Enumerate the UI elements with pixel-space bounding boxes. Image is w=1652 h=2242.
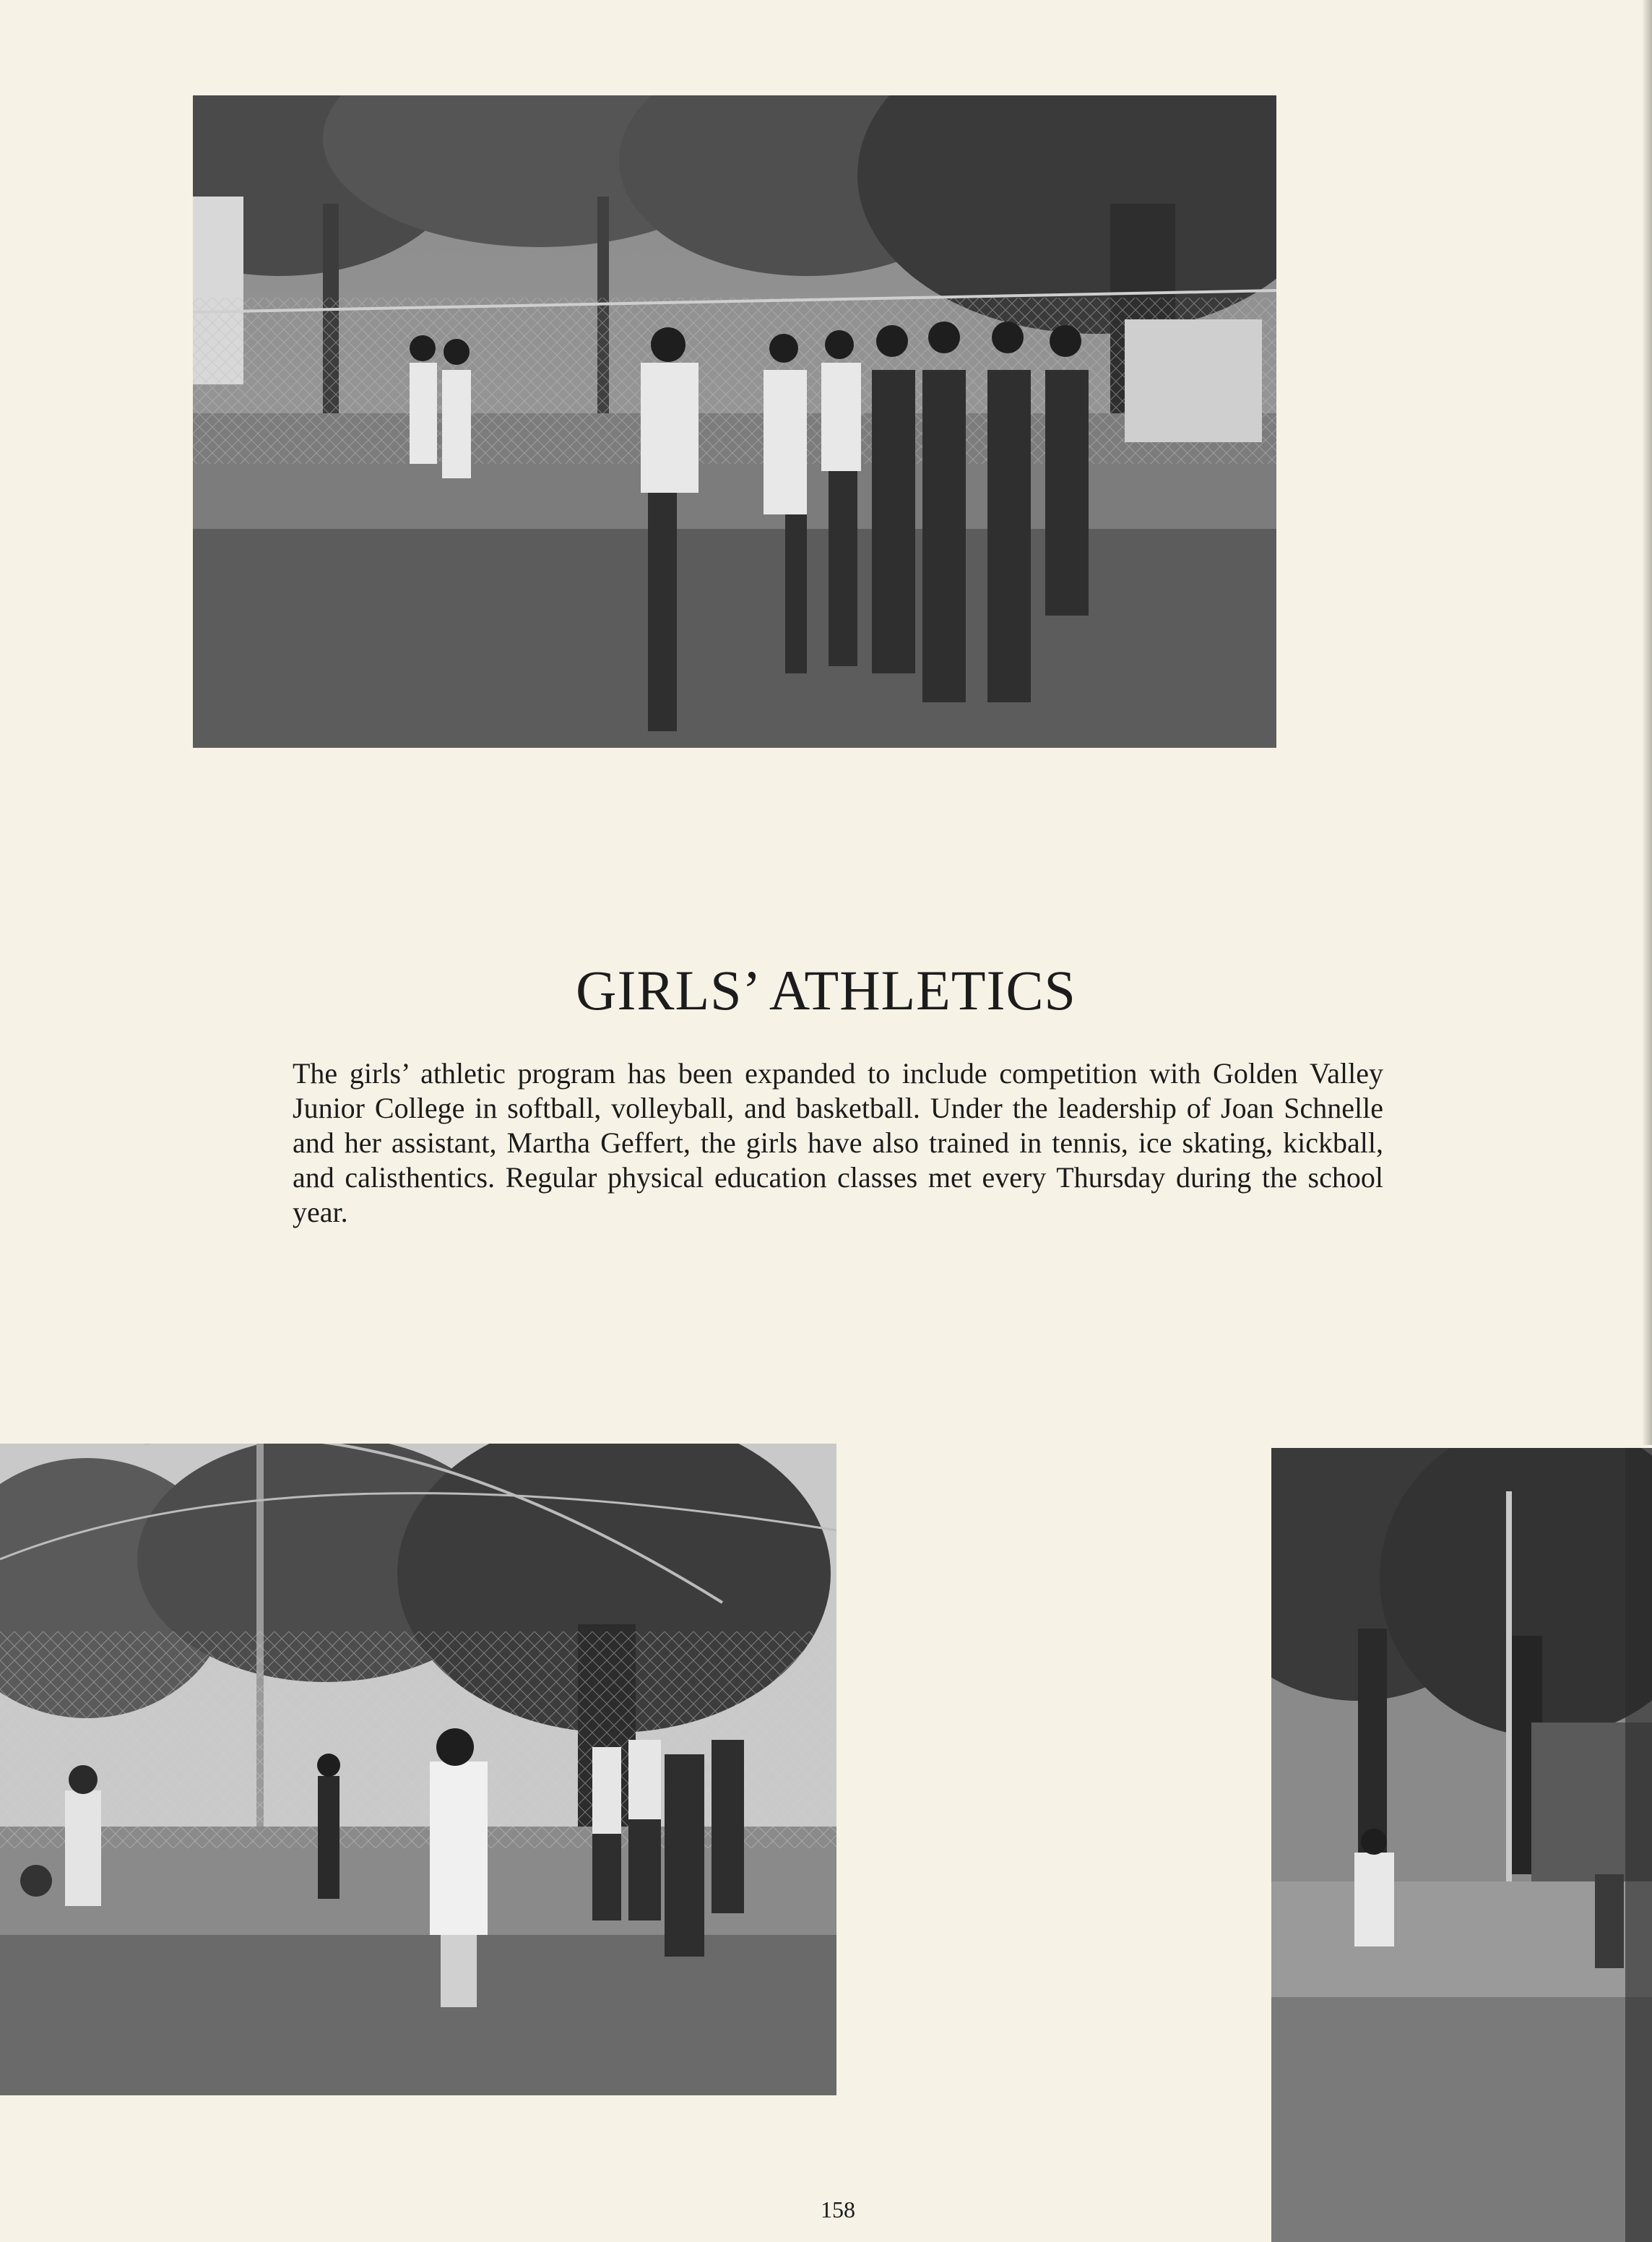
bottom-left-photo (0, 1444, 836, 2095)
top-photo (193, 95, 1276, 748)
kickball-game-photo (0, 1444, 836, 2095)
article-paragraph: The girls’ athletic program has been expanded to include competition with Golden Valley Junior College in softball, volleyball, and basketball. Under the leadership of Joan Schnelle and her assistant, Martha Geffert, the girls have also trained in tennis, ice skating, kickball, and calisthentics. Regular physical education classes met every Thursday during the school year. (293, 1057, 1383, 1228)
page-title: GIRLS’ ATHLETICS (576, 959, 1076, 1022)
bottom-right-photo (1271, 1448, 1652, 2242)
page-edge-shadow (1642, 0, 1652, 1445)
page-number: 158 (821, 2196, 855, 2222)
girls-lined-up-on-field-photo (193, 95, 1276, 748)
park-trees-photo (1271, 1448, 1652, 2242)
